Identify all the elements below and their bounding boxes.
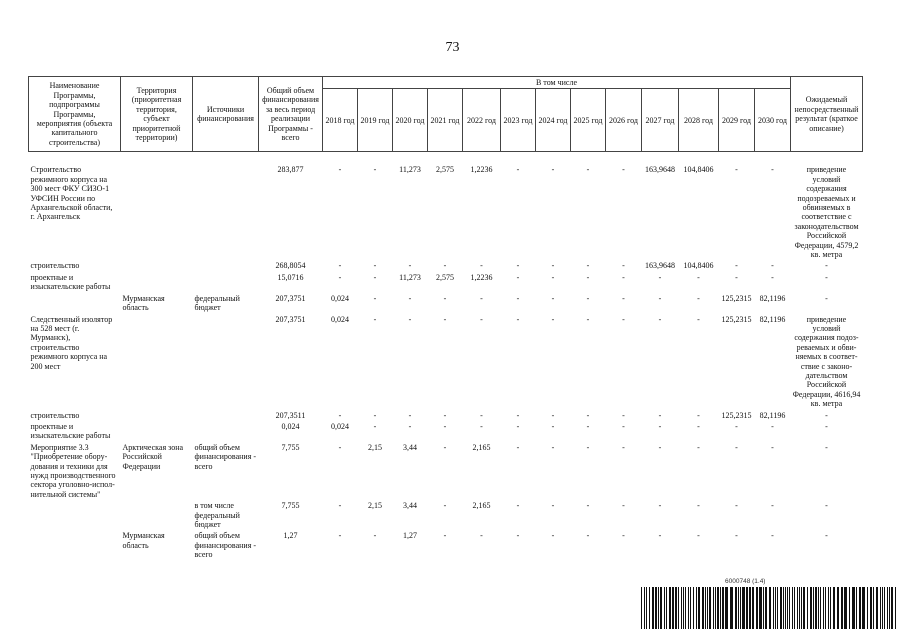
cell-year-value: - bbox=[697, 314, 700, 324]
cell-year-value: - bbox=[551, 442, 555, 452]
cell-result: - bbox=[825, 410, 828, 420]
cell-year-value: - bbox=[622, 531, 625, 541]
cell-year-value: - bbox=[697, 410, 700, 420]
cell-year-value: - bbox=[443, 293, 447, 303]
cell-year-value: - bbox=[516, 531, 520, 541]
cell-year-value: - bbox=[443, 314, 447, 324]
cell-year-value: - bbox=[338, 410, 342, 420]
cell-year-value: - bbox=[586, 165, 590, 175]
header-year: 2020 год bbox=[393, 89, 428, 152]
cell-year-value: 0,024 bbox=[331, 293, 349, 303]
header-year: 2023 год bbox=[501, 89, 536, 152]
cell-year-value: - bbox=[771, 261, 774, 271]
cell-year-value: - bbox=[586, 261, 590, 271]
cell-year-value: - bbox=[586, 410, 590, 420]
cell-year-value: - bbox=[408, 421, 412, 431]
cell-year-value: 2,165 bbox=[472, 442, 491, 452]
header-result: Ожидаемый непосредственный результат (краткое описание) bbox=[791, 77, 863, 152]
cell-year-value: 125,2315 bbox=[721, 314, 752, 324]
cell-year-value: - bbox=[622, 272, 625, 282]
cell-year-value: 82,1196 bbox=[759, 314, 786, 324]
cell-total: 1,27 bbox=[283, 531, 298, 541]
header-territory: Территория (приоритетная территория, субъект приоритетной территории) bbox=[121, 77, 193, 152]
header-source: Источники финансирования bbox=[193, 77, 259, 152]
cell-total: 268,8054 bbox=[275, 261, 306, 271]
cell-year-value: 104,8406 bbox=[683, 261, 714, 271]
cell-year-value: - bbox=[551, 293, 555, 303]
cell-year-value: - bbox=[373, 421, 377, 431]
cell-year-value: - bbox=[443, 501, 447, 511]
cell-territory bbox=[121, 164, 193, 260]
cell-territory bbox=[121, 500, 193, 530]
cell-year-value: - bbox=[771, 531, 774, 541]
cell-year-value: - bbox=[735, 501, 738, 511]
cell-year-value: - bbox=[771, 272, 774, 282]
cell-year-value: - bbox=[586, 531, 590, 541]
cell-year-value: - bbox=[373, 314, 377, 324]
barcode-block bbox=[641, 578, 899, 630]
cell-year-value: - bbox=[622, 501, 625, 511]
cell-year-value: - bbox=[443, 261, 447, 271]
header-year: 2021 год bbox=[428, 89, 463, 152]
cell-year-value: - bbox=[516, 261, 520, 271]
cell-year-value: - bbox=[551, 314, 555, 324]
cell-year-value: - bbox=[658, 501, 662, 511]
cell-name: проектные и изыскательские работы bbox=[30, 421, 111, 441]
cell-year-value: - bbox=[622, 421, 625, 431]
cell-year-value: - bbox=[338, 261, 342, 271]
cell-year-value: - bbox=[658, 442, 662, 452]
cell-year-value: - bbox=[771, 442, 774, 452]
cell-year-value: - bbox=[551, 165, 555, 175]
cell-year-value: 2,15 bbox=[368, 442, 382, 452]
cell-year-value: 0,024 bbox=[331, 421, 349, 431]
cell-name bbox=[29, 530, 121, 560]
cell-name: Строительство режимного корпуса на 300 мест ФКУ СИЗО-1 УФСИН России по Архангельской области, г. Архангельск bbox=[30, 165, 113, 222]
cell-year-value: - bbox=[480, 421, 483, 431]
cell-year-value: - bbox=[373, 261, 377, 271]
cell-year-value: - bbox=[373, 293, 377, 303]
cell-total: 207,3511 bbox=[275, 410, 306, 420]
page-number: 73 bbox=[445, 40, 460, 55]
cell-year-value: 163,9648 bbox=[645, 165, 675, 175]
cell-year-value: - bbox=[480, 531, 483, 541]
cell-source bbox=[193, 164, 259, 260]
cell-year-value: - bbox=[551, 410, 555, 420]
header-total: Общий объем финансирования за весь период реализации Программы - всего bbox=[259, 77, 323, 152]
header-year: 2026 год bbox=[606, 89, 642, 152]
cell-year-value: - bbox=[516, 501, 520, 511]
cell-year-value: 104,8406 bbox=[683, 165, 714, 175]
cell-year-value: - bbox=[516, 410, 520, 420]
cell-result: - bbox=[825, 293, 828, 303]
cell-year-value: - bbox=[373, 410, 377, 420]
cell-total: 207,3751 bbox=[275, 314, 306, 324]
cell-year-value: - bbox=[551, 261, 555, 271]
cell-year-value: - bbox=[658, 421, 662, 431]
cell-year-value: 82,1196 bbox=[759, 293, 786, 303]
cell-year-value: - bbox=[443, 421, 447, 431]
cell-year-value: - bbox=[771, 165, 774, 175]
cell-year-value: - bbox=[735, 261, 738, 271]
cell-year-value: - bbox=[516, 421, 520, 431]
cell-year-value: - bbox=[338, 531, 342, 541]
cell-result: - bbox=[825, 261, 828, 271]
cell-year-value: - bbox=[443, 531, 447, 541]
header-year: 2018 год bbox=[323, 89, 358, 152]
cell-source bbox=[193, 410, 259, 421]
cell-territory: Мурманская область bbox=[122, 293, 165, 313]
cell-year-value: - bbox=[771, 501, 774, 511]
table-row bbox=[29, 260, 863, 271]
cell-source bbox=[193, 421, 259, 442]
cell-territory bbox=[121, 260, 193, 271]
cell-year-value: - bbox=[551, 272, 555, 282]
cell-year-value: - bbox=[586, 272, 590, 282]
cell-year-value: - bbox=[735, 531, 738, 541]
header-name: Наименование Программы, подпрограммы Программы, мероприятия (объекта капитального строительства) bbox=[29, 77, 121, 152]
cell-year-value: - bbox=[408, 293, 412, 303]
cell-year-value: - bbox=[622, 442, 625, 452]
cell-result: приведение условий содержания подозреваемых и обвиняемых в соответствие с законодательством Российской Федерации, 4579,2 кв. метра bbox=[794, 165, 859, 260]
cell-year-value: - bbox=[735, 165, 738, 175]
cell-year-value: 1,2236 bbox=[470, 272, 493, 282]
cell-year-value: - bbox=[516, 314, 520, 324]
cell-result: приведение условий содержания подоз- реваемых и обви- няемых в соответ- ствие с законо- дательством Российской Федерации, 4616,94 кв. метра bbox=[792, 314, 861, 409]
cell-year-value: 3,44 bbox=[403, 442, 417, 452]
cell-total: 7,755 bbox=[281, 442, 300, 452]
header-year: 2019 год bbox=[358, 89, 393, 152]
cell-year-value: - bbox=[516, 165, 520, 175]
cell-result: - bbox=[825, 272, 828, 282]
cell-source bbox=[193, 272, 259, 293]
cell-year-value: - bbox=[697, 293, 700, 303]
cell-year-value: 11,273 bbox=[399, 165, 421, 175]
header-year: 2030 год bbox=[755, 89, 791, 152]
cell-year-value: - bbox=[551, 501, 555, 511]
header-year: 2024 год bbox=[536, 89, 571, 152]
cell-year-value: - bbox=[697, 442, 700, 452]
cell-territory: Мурманская область bbox=[122, 531, 165, 550]
cell-year-value: - bbox=[338, 442, 342, 452]
cell-year-value: - bbox=[516, 293, 520, 303]
cell-name: Следственный изолятор на 528 мест (г. Мурманск), строительство режимного корпуса на 200 мест bbox=[30, 314, 113, 371]
table-row bbox=[29, 500, 863, 530]
cell-name bbox=[29, 500, 121, 530]
cell-year-value: - bbox=[516, 442, 520, 452]
cell-year-value: - bbox=[480, 410, 483, 420]
cell-year-value: - bbox=[338, 501, 342, 511]
cell-year-value: - bbox=[480, 293, 483, 303]
financing-table bbox=[28, 76, 863, 561]
cell-source: федеральный бюджет bbox=[194, 293, 240, 313]
cell-year-value: 3,44 bbox=[403, 501, 417, 511]
cell-year-value: - bbox=[658, 531, 662, 541]
cell-year-value: - bbox=[735, 421, 738, 431]
cell-year-value: - bbox=[622, 314, 625, 324]
cell-total: 0,024 bbox=[281, 421, 300, 431]
cell-year-value: - bbox=[586, 421, 590, 431]
barcode-id: 6000748 (1.4) bbox=[725, 578, 766, 585]
cell-total: 15,0716 bbox=[277, 272, 304, 282]
cell-source bbox=[193, 314, 259, 410]
cell-territory bbox=[121, 272, 193, 293]
cell-result: - bbox=[825, 531, 828, 541]
cell-year-value: - bbox=[373, 272, 377, 282]
cell-year-value: - bbox=[586, 442, 590, 452]
table-row bbox=[29, 421, 863, 442]
cell-year-value: 82,1196 bbox=[759, 410, 786, 420]
table-row bbox=[29, 272, 863, 293]
cell-year-value: - bbox=[658, 314, 662, 324]
cell-year-value: - bbox=[338, 165, 342, 175]
cell-year-value: - bbox=[480, 314, 483, 324]
cell-year-value: - bbox=[551, 531, 555, 541]
cell-year-value: 163,9648 bbox=[645, 261, 675, 271]
cell-name: строительство bbox=[30, 410, 80, 420]
cell-year-value: - bbox=[516, 272, 520, 282]
cell-year-value: - bbox=[443, 410, 447, 420]
cell-year-value: - bbox=[735, 442, 738, 452]
cell-year-value: - bbox=[622, 293, 625, 303]
cell-year-value: - bbox=[408, 410, 412, 420]
cell-year-value: - bbox=[551, 421, 555, 431]
table-row bbox=[29, 530, 863, 560]
cell-year-value: 2,15 bbox=[368, 501, 382, 511]
cell-total: 7,755 bbox=[281, 501, 300, 511]
cell-source bbox=[193, 260, 259, 271]
cell-name: Мероприятие 3.3 "Приобретение обору- дования и техники для нужд производственного сектора уголовно-испол- нительной системы" bbox=[30, 442, 116, 499]
barcode-image bbox=[641, 587, 899, 629]
header-year: 2025 год bbox=[571, 89, 606, 152]
header-year: 2022 год bbox=[463, 89, 501, 152]
table-row bbox=[29, 293, 863, 314]
cell-territory bbox=[121, 421, 193, 442]
cell-name: строительство bbox=[30, 261, 80, 271]
cell-year-value: - bbox=[408, 314, 412, 324]
header-year: 2027 год bbox=[642, 89, 679, 152]
cell-territory bbox=[121, 410, 193, 421]
cell-year-value: - bbox=[586, 501, 590, 511]
table-row bbox=[29, 164, 863, 260]
cell-year-value: - bbox=[338, 272, 342, 282]
cell-year-value: 11,273 bbox=[399, 272, 421, 282]
cell-year-value: - bbox=[697, 531, 700, 541]
cell-year-value: - bbox=[586, 314, 590, 324]
header-year: 2028 год bbox=[679, 89, 719, 152]
cell-year-value: - bbox=[586, 293, 590, 303]
cell-year-value: - bbox=[622, 165, 625, 175]
cell-year-value: - bbox=[373, 165, 377, 175]
cell-result: - bbox=[825, 421, 828, 431]
cell-year-value: - bbox=[658, 272, 662, 282]
cell-year-value: - bbox=[735, 272, 738, 282]
cell-year-value: - bbox=[622, 410, 625, 420]
table-row bbox=[29, 314, 863, 410]
header-year: 2029 год bbox=[719, 89, 755, 152]
cell-year-value: 125,2315 bbox=[721, 410, 752, 420]
cell-total: 283,877 bbox=[277, 165, 304, 175]
header-years-group: В том числе bbox=[323, 77, 791, 89]
cell-result: - bbox=[825, 442, 828, 452]
cell-year-value: - bbox=[771, 421, 774, 431]
cell-result: - bbox=[825, 501, 828, 511]
cell-year-value: - bbox=[622, 261, 625, 271]
cell-year-value: - bbox=[658, 410, 662, 420]
cell-name bbox=[29, 293, 121, 314]
cell-year-value: - bbox=[658, 293, 662, 303]
cell-year-value: 2,575 bbox=[436, 165, 454, 175]
cell-year-value: - bbox=[697, 501, 700, 511]
cell-year-value: - bbox=[373, 531, 377, 541]
cell-year-value: - bbox=[697, 272, 700, 282]
cell-territory bbox=[121, 314, 193, 410]
cell-territory: Арктическая зона Российской Федерации bbox=[122, 442, 184, 471]
cell-year-value: 2,165 bbox=[472, 501, 491, 511]
table-row bbox=[29, 410, 863, 421]
cell-year-value: 125,2315 bbox=[721, 293, 752, 303]
cell-source: общий объем финансирования - всего bbox=[194, 531, 257, 560]
cell-year-value: 0,024 bbox=[331, 314, 349, 324]
cell-source: в том числе федеральный бюджет bbox=[194, 501, 240, 530]
cell-year-value: 2,575 bbox=[436, 272, 454, 282]
cell-year-value: 1,27 bbox=[403, 531, 417, 541]
cell-year-value: - bbox=[480, 261, 483, 271]
cell-name: проектные и изыскательские работы bbox=[30, 272, 111, 292]
cell-year-value: - bbox=[443, 442, 447, 452]
cell-year-value: 1,2236 bbox=[470, 165, 493, 175]
cell-source: общий объем финансирования - всего bbox=[194, 442, 257, 471]
cell-total: 207,3751 bbox=[275, 293, 306, 303]
table-row bbox=[29, 442, 863, 500]
cell-year-value: - bbox=[697, 421, 700, 431]
cell-year-value: - bbox=[408, 261, 412, 271]
